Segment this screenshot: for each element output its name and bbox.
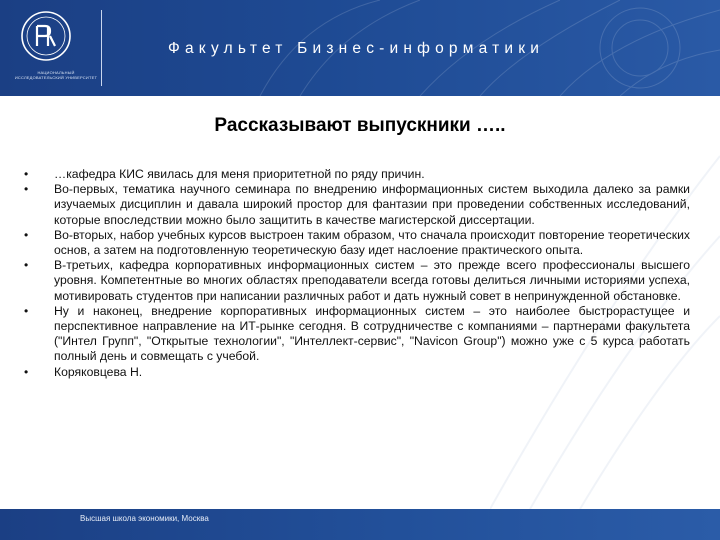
slide-footer bbox=[0, 509, 720, 540]
bullet-icon: • bbox=[24, 227, 29, 242]
bullet-text: В-третьих, кафедра корпоративных информационных систем – это прежде всего профессионалы высшего уровня. Компетентные во многих областях преподаватели всегда готовы делиться личными историями успеха, мотивировать студентов при написании различных работ и дать нужный совет в непринужденной обстановке. bbox=[54, 258, 690, 303]
bullet-icon: • bbox=[24, 258, 29, 273]
list-item bbox=[22, 167, 690, 182]
list-item bbox=[22, 182, 690, 228]
slide-title: Рассказывают выпускники ….. bbox=[214, 115, 506, 136]
list-item bbox=[22, 304, 690, 365]
testimonial-list bbox=[22, 167, 690, 380]
bullet-icon: • bbox=[24, 167, 29, 181]
bullet-text: …кафедра КИС явилась для меня приоритетной по ряду причин. bbox=[54, 167, 425, 181]
faculty-title: Факультет Бизнес-информатики bbox=[168, 40, 545, 57]
bullet-icon: • bbox=[24, 303, 29, 318]
bullet-icon: • bbox=[24, 182, 29, 197]
list-item bbox=[22, 258, 690, 304]
university-logo bbox=[14, 10, 98, 90]
bullet-text: Во-первых, тематика научного семинара по внедрению информационных систем выходила далеко за рамки изучаемых дисциплин и давала широкий простор для фантазии при проведении собственных исследований, которые впоследствии можно было защитить в качестве магистерской диссертации. bbox=[54, 182, 690, 227]
list-item bbox=[22, 228, 690, 258]
slide-header bbox=[0, 0, 720, 96]
bullet-icon: • bbox=[24, 364, 29, 379]
footer-text: Высшая школа экономики, Москва bbox=[80, 514, 209, 523]
bullet-text: Во-вторых, набор учебных курсов выстроен таким образом, что сначала происходит повторение теоретических основ, а затем на подготовленную теоретическую базу идет наслоение практического опыта. bbox=[54, 227, 690, 258]
header-divider bbox=[101, 10, 102, 86]
logo-emblem-icon bbox=[20, 10, 72, 62]
bullet-text: Ну и наконец, внедрение корпоративных информационных систем – это наиболее быстрорастущее и перспективное направление на ИТ-рынке сегодня. В сотрудничестве с компаниями – партнерами факультета ("Интел Групп", "Открытые технологии", "Интеллект-сервис", "Navicon Group") можно уже с 5 курса работать полный день и совмещать с учебой. bbox=[54, 303, 690, 364]
logo-caption: НАЦИОНАЛЬНЫЙ ИССЛЕДОВАТЕЛЬСКИЙ УНИВЕРСИТЕТ bbox=[14, 70, 98, 80]
bullet-text: Коряковцева Н. bbox=[54, 364, 143, 379]
list-item bbox=[22, 365, 690, 380]
